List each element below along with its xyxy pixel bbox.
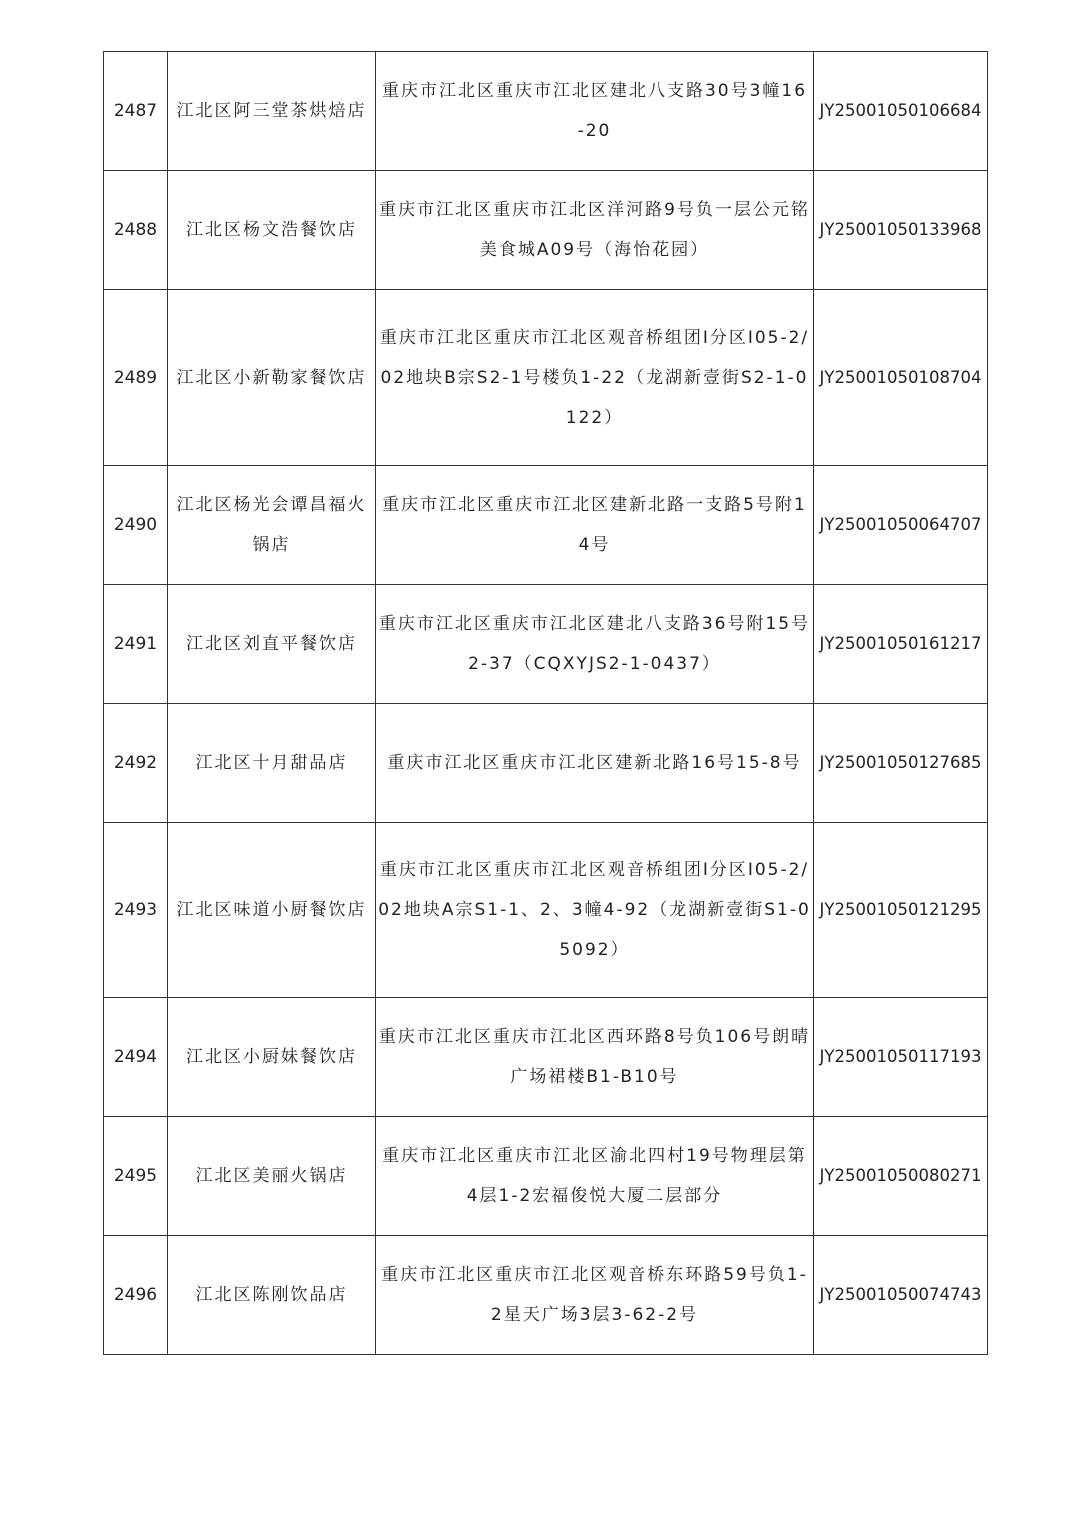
shop-name: 江北区味道小厨餐饮店	[168, 823, 376, 998]
shop-address: 重庆市江北区重庆市江北区建新北路16号15-8号	[376, 704, 814, 823]
table-body	[104, 52, 988, 1355]
shop-address: 重庆市江北区重庆市江北区观音桥组团Ⅰ分区I05-2/02地块B宗S2-1号楼负1-22（龙湖新壹街S2-1-0122）	[376, 290, 814, 466]
row-number: 2495	[104, 1117, 168, 1236]
table-row	[104, 998, 988, 1117]
table-row	[104, 823, 988, 998]
shop-address: 重庆市江北区重庆市江北区建北八支路36号附15号2-37（CQXYJS2-1-0437）	[376, 585, 814, 704]
shop-name: 江北区刘直平餐饮店	[168, 585, 376, 704]
shop-name: 江北区小厨妹餐饮店	[168, 998, 376, 1117]
license-number: JY25001050121295	[814, 823, 988, 998]
license-number: JY25001050133968	[814, 171, 988, 290]
license-number: JY25001050127685	[814, 704, 988, 823]
license-number: JY25001050064707	[814, 466, 988, 585]
license-table	[103, 51, 988, 1355]
shop-name: 江北区美丽火锅店	[168, 1117, 376, 1236]
license-number: JY25001050106684	[814, 52, 988, 171]
row-number: 2493	[104, 823, 168, 998]
shop-address: 重庆市江北区重庆市江北区西环路8号负106号朗晴广场裙楼B1-B10号	[376, 998, 814, 1117]
license-number: JY25001050117193	[814, 998, 988, 1117]
table-row	[104, 1117, 988, 1236]
table-row	[104, 466, 988, 585]
shop-address: 重庆市江北区重庆市江北区渝北四村19号物理层第4层1-2宏福俊悦大厦二层部分	[376, 1117, 814, 1236]
shop-address: 重庆市江北区重庆市江北区建新北路一支路5号附14号	[376, 466, 814, 585]
row-number: 2490	[104, 466, 168, 585]
table-row	[104, 290, 988, 466]
shop-name: 江北区杨文浩餐饮店	[168, 171, 376, 290]
license-number: JY25001050161217	[814, 585, 988, 704]
row-number: 2489	[104, 290, 168, 466]
license-number: JY25001050080271	[814, 1117, 988, 1236]
license-number: JY25001050108704	[814, 290, 988, 466]
row-number: 2487	[104, 52, 168, 171]
table-row	[104, 704, 988, 823]
row-number: 2491	[104, 585, 168, 704]
shop-name: 江北区陈刚饮品店	[168, 1236, 376, 1355]
shop-address: 重庆市江北区重庆市江北区洋河路9号负一层公元铭美食城A09号（海怡花园）	[376, 171, 814, 290]
row-number: 2496	[104, 1236, 168, 1355]
shop-name: 江北区小新勒家餐饮店	[168, 290, 376, 466]
row-number: 2492	[104, 704, 168, 823]
shop-name: 江北区阿三堂茶烘焙店	[168, 52, 376, 171]
shop-name: 江北区杨光会谭昌福火锅店	[168, 466, 376, 585]
table-row	[104, 52, 988, 171]
table-row	[104, 1236, 988, 1355]
row-number: 2488	[104, 171, 168, 290]
license-number: JY25001050074743	[814, 1236, 988, 1355]
shop-address: 重庆市江北区重庆市江北区观音桥东环路59号负1-2星天广场3层3-62-2号	[376, 1236, 814, 1355]
table-row	[104, 585, 988, 704]
table-row	[104, 171, 988, 290]
shop-name: 江北区十月甜品店	[168, 704, 376, 823]
shop-address: 重庆市江北区重庆市江北区建北八支路30号3幢16-20	[376, 52, 814, 171]
row-number: 2494	[104, 998, 168, 1117]
shop-address: 重庆市江北区重庆市江北区观音桥组团Ⅰ分区I05-2/02地块A宗S1-1、2、3幢4-92（龙湖新壹街S1-05092）	[376, 823, 814, 998]
